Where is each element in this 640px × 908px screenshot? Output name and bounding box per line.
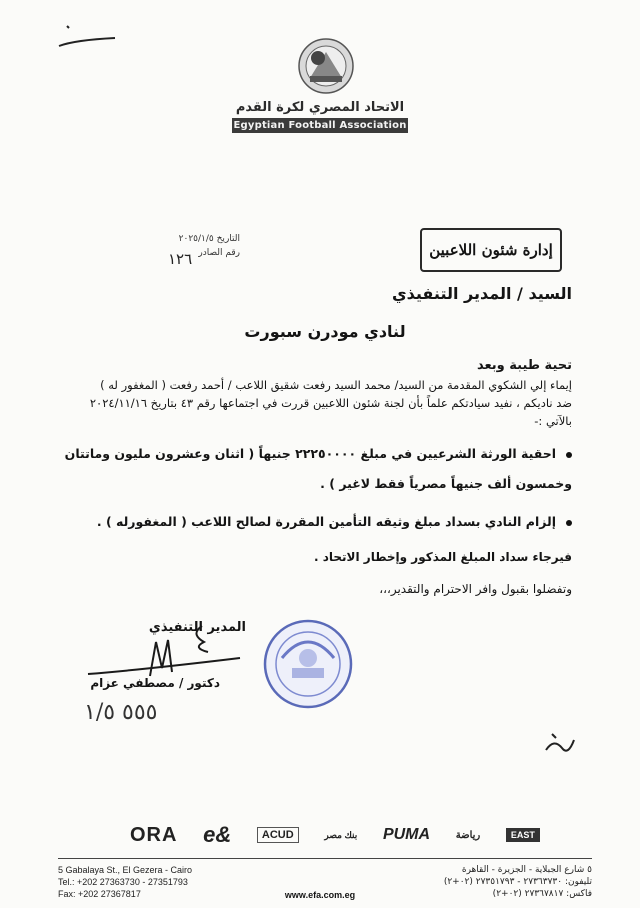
signatory-title: المدير التنفيذي [148,620,246,635]
phone-line: Tel.: +202 27363730 - 27351793 [58,877,188,887]
phone-line: تليفون: ٢٧٣٦٣٧٣٠ - ٢٧٣٥١٧٩٣ (٠٢+٢) [443,877,592,887]
bullet-icon [566,520,572,526]
association-name-english: Egyptian Football Association [233,120,407,131]
bullet-icon [566,452,572,458]
sponsor-acud-logo: ACUD [257,827,299,843]
sponsor-eand-logo: e& [203,822,232,847]
sponsor-riyada-logo: رياضة [455,829,481,841]
club-name: لنادي مودرن سبورت [244,322,406,341]
pen-mark-icon [55,18,125,58]
sponsor-strip [130,820,540,850]
body-paragraph-1: إيماء إلي الشكوي المقدمة من السيد/ محمد السيد رفعت شقيق اللاعب / أحمد رفعت ( المغفور له ) [100,378,572,392]
footer-divider [58,858,592,859]
association-name-arabic: الاتحاد المصري لكرة القدم [235,100,405,115]
date-label: التاريخ [216,234,240,244]
ref-label: رقم الصادر [198,248,240,258]
sponsor-banquemisr-logo: بنك مصر [324,829,358,840]
fax-line: فاكس: ٢٧٣٦٧٨١٧ (٠٢+٢) [492,889,592,899]
decision-item-1 [62,440,572,468]
department-stamp: إدارة شئون اللاعبين [420,228,562,272]
initials-mark-icon [540,726,580,762]
sponsor-puma-logo: PUMA [382,826,431,843]
closing-request: فيرجاء سداد المبلغ المذكور وإخطار الاتحاد . [314,550,572,564]
sponsor-ora-logo: ORA [130,823,178,846]
reference-number: ١٢٦ [168,250,193,268]
closing-regards: وتفضلوا بقبول وافر الاحترام والتقدير،،، [379,582,572,596]
signatory-name: دكتور / مصطفي عزام [90,676,220,690]
date-value: ٢٠٢٥/١/٥ [178,234,214,244]
date-line [150,232,240,246]
website-link[interactable]: www.efa.com.eg [284,890,356,900]
decision-item-2 [62,508,572,536]
greeting: تحية طيبة وبعد [476,358,572,373]
decision-item-1-text: احقية الورثة الشرعيين في مبلغ ٢٢٢٥٠٠٠٠ جنيهاً ( اثنان وعشرون مليون وماتتان [64,446,556,461]
body-paragraph-2: ضد ناديكم ، نفيد سيادتكم علماً بأن لجنة شئون اللاعبين قررت في اجتماعها رقم ٤٣ بتاريخ ٢٠٢٤/١١/١٦ [89,396,572,410]
sponsor-dark-logo: EAST [506,828,540,842]
addressee: السيد / المدير التنفيذي [391,284,572,303]
efa-logo-icon [296,36,356,96]
body-paragraph-3: بالآتي :- [534,414,572,428]
footer-address-arabic [400,864,592,900]
footer-address-english [58,864,238,900]
official-seal-icon [262,618,354,710]
handwritten-note: ٥٥٥ ١/٥ [84,700,158,725]
fax-line: Fax: +202 27367817 [58,889,141,899]
address-line: ٥ شارع الجبلاية - الجزيرة - القاهرة [461,865,592,875]
decision-item-1-continued: وخمسون ألف جنيهاً مصرياً فقط لاغير ) . [320,476,572,491]
decision-item-2-text: إلزام النادي بسداد مبلغ وثيقه التأمين المقررة لصالح اللاعب ( المغفورله ) . [96,514,556,529]
address-line: 5 Gabalaya St., El Gezera - Cairo [58,865,193,875]
